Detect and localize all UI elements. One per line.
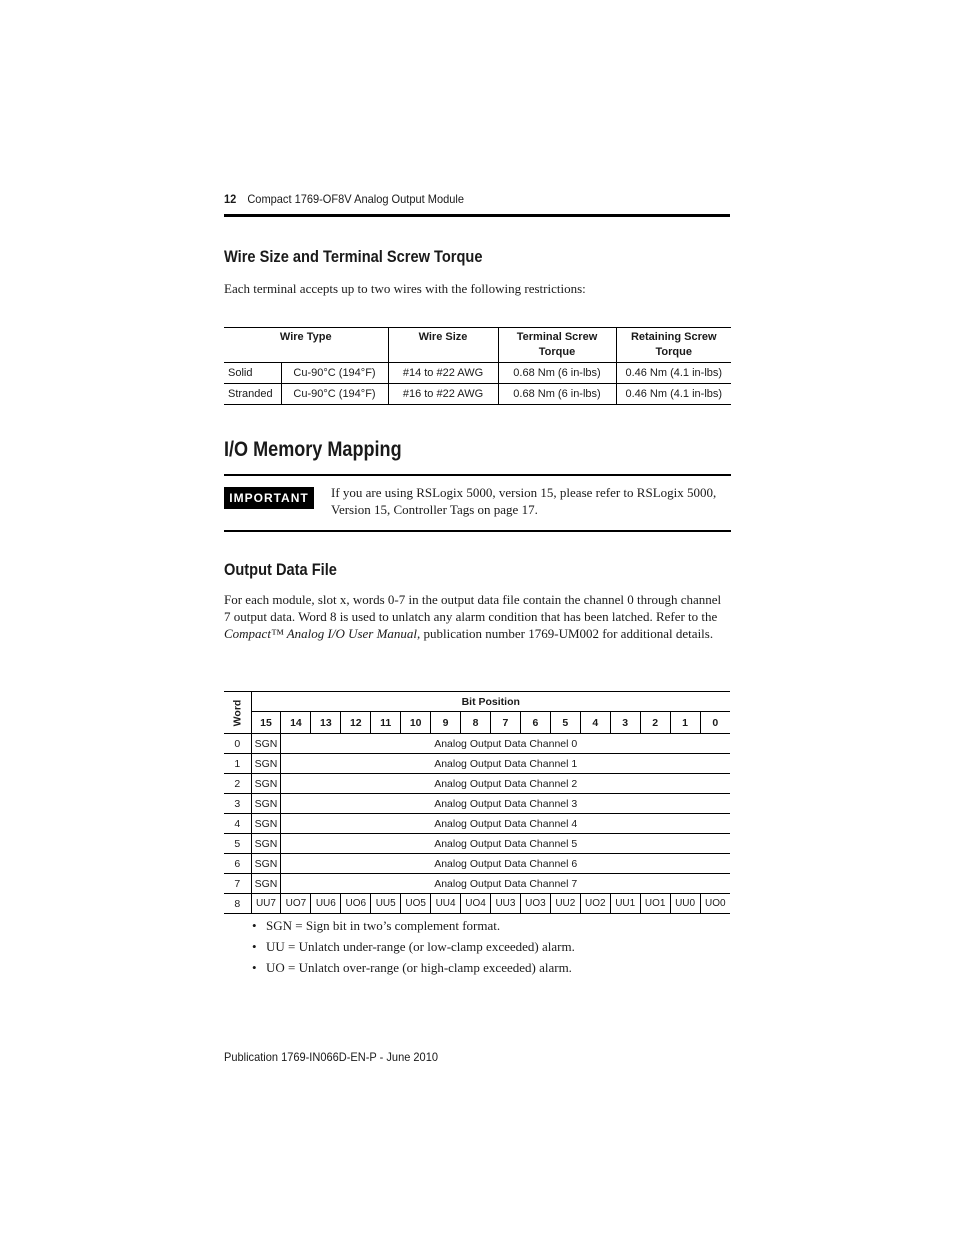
- word-number: 3: [224, 794, 251, 814]
- word-column-header: [224, 692, 251, 734]
- io-section-title: I/O Memory Mapping: [224, 438, 402, 461]
- channel-data-cell: Analog Output Data Channel 3: [281, 794, 730, 814]
- running-header: [224, 192, 690, 206]
- publication-footer: Publication 1769-IN066D-EN-P - June 2010: [224, 1050, 438, 1064]
- cell-terminal-torque: 0.68 Nm (6 in-lbs): [498, 384, 616, 405]
- bit-number-header: 11: [371, 712, 401, 734]
- bit-number-header: 9: [431, 712, 461, 734]
- alarm-unlatch-cell: UU7: [251, 894, 281, 914]
- wire-section-intro: Each terminal accepts up to two wires with the following restrictions:: [224, 281, 586, 296]
- document-title: Compact 1769-OF8V Analog Output Module: [247, 192, 464, 206]
- sign-bit-cell: SGN: [251, 794, 281, 814]
- word-number: 1: [224, 754, 251, 774]
- bit-number-header: 3: [610, 712, 640, 734]
- list-item: • UU = Unlatch under-range (or low-clamp exceeded) alarm.: [252, 939, 575, 960]
- bit-position-header: Bit Position: [251, 692, 730, 712]
- output-bit-table: [224, 691, 730, 914]
- header-rule: [224, 214, 730, 217]
- sign-bit-cell: SGN: [251, 874, 281, 894]
- header-retaining-screw-torque: Retaining Screw Torque: [616, 328, 731, 363]
- header-wire-type: Wire Type: [224, 328, 388, 363]
- bit-number-header: 8: [461, 712, 491, 734]
- alarm-unlatch-cell: UU0: [670, 894, 700, 914]
- notes-list: [252, 918, 575, 981]
- sign-bit-cell: SGN: [251, 834, 281, 854]
- cell-retaining-torque: 0.46 Nm (4.1 in-lbs): [616, 384, 731, 405]
- table-row: [224, 894, 730, 914]
- cell-wire-material: Cu-90°C (194°F): [281, 363, 388, 384]
- table-row: [224, 794, 730, 814]
- cell-wire-material: Cu-90°C (194°F): [281, 384, 388, 405]
- list-item: • SGN = Sign bit in two’s complement format.: [252, 918, 575, 939]
- bit-number-row: [224, 712, 730, 734]
- word-label: Word: [231, 699, 244, 726]
- alarm-unlatch-cell: UU2: [550, 894, 580, 914]
- page-number: 12: [224, 192, 237, 206]
- bit-number-header: 1: [670, 712, 700, 734]
- word-number: 8: [224, 894, 251, 914]
- alarm-unlatch-cell: UO4: [461, 894, 491, 914]
- channel-data-cell: Analog Output Data Channel 2: [281, 774, 730, 794]
- bit-number-header: 14: [281, 712, 311, 734]
- sign-bit-cell: SGN: [251, 854, 281, 874]
- alarm-unlatch-cell: UO2: [580, 894, 610, 914]
- channel-data-cell: Analog Output Data Channel 6: [281, 854, 730, 874]
- important-text: If you are using RSLogix 5000, version 15, please refer to RSLogix 5000, Version 15, Controller Tags on page 17.: [331, 485, 717, 517]
- word-number: 2: [224, 774, 251, 794]
- cell-terminal-torque: 0.68 Nm (6 in-lbs): [498, 363, 616, 384]
- alarm-unlatch-cell: UO3: [520, 894, 550, 914]
- header-wire-size: Wire Size: [388, 328, 498, 363]
- bit-number-header: 13: [311, 712, 341, 734]
- table-row: [224, 874, 730, 894]
- bit-number-header: 2: [640, 712, 670, 734]
- alarm-unlatch-cell: UO0: [705, 898, 726, 909]
- channel-data-cell: Analog Output Data Channel 1: [281, 754, 730, 774]
- word-number: 7: [224, 874, 251, 894]
- alarm-unlatch-cell: UU3: [491, 894, 521, 914]
- sign-bit-cell: SGN: [251, 734, 281, 754]
- channel-data-cell: Analog Output Data Channel 4: [281, 814, 730, 834]
- table-row: [224, 363, 731, 384]
- alarm-unlatch-cell: UU1: [610, 894, 640, 914]
- paragraph-text-start: For each module, slot x, words 0-7 in the output data file contain the channel 0 through channel 7 output data. Word 8 is used to unlatch any alarm condition that has been latched. Refer to the: [224, 592, 722, 624]
- cell-wire-type: Solid: [224, 363, 281, 384]
- alarm-unlatch-cell: UU5: [371, 894, 401, 914]
- bit-number-header: 6: [520, 712, 550, 734]
- bit-table-body: [224, 734, 730, 914]
- important-badge: IMPORTANT: [224, 487, 314, 509]
- sign-bit-cell: SGN: [251, 754, 281, 774]
- channel-data-cell: Analog Output Data Channel 5: [281, 834, 730, 854]
- important-rule-bottom: [224, 530, 731, 532]
- channel-data-cell: Analog Output Data Channel 7: [281, 874, 730, 894]
- alarm-unlatch-cell: UU6: [311, 894, 341, 914]
- table-row: [224, 774, 730, 794]
- alarm-unlatch-cell: UO5: [401, 894, 431, 914]
- manual-title: Compact™ Analog I/O User Manual: [224, 626, 418, 641]
- output-section-title: Output Data File: [224, 560, 337, 579]
- table-row: [224, 854, 730, 874]
- cell-retaining-torque: 0.46 Nm (4.1 in-lbs): [616, 363, 731, 384]
- cell-wire-size: #16 to #22 AWG: [388, 384, 498, 405]
- wire-size-table: [224, 327, 731, 405]
- table-row: [224, 734, 730, 754]
- sign-bit-cell: SGN: [251, 774, 281, 794]
- table-row: [224, 384, 731, 405]
- alarm-unlatch-cell: UO6: [341, 894, 371, 914]
- cell-wire-type: Stranded: [224, 384, 281, 405]
- sign-bit-cell: SGN: [251, 814, 281, 834]
- channel-data-cell: Analog Output Data Channel 0: [281, 734, 730, 754]
- bit-number-header: 10: [401, 712, 431, 734]
- table-row: [224, 814, 730, 834]
- alarm-unlatch-cell: UO1: [640, 894, 670, 914]
- bit-number-header: 4: [580, 712, 610, 734]
- cell-wire-size: #14 to #22 AWG: [388, 363, 498, 384]
- bit-number-header: 12: [341, 712, 371, 734]
- word-number: 5: [224, 834, 251, 854]
- table-row: [224, 754, 730, 774]
- bit-number-header: 0: [700, 712, 730, 734]
- table-row: [224, 834, 730, 854]
- list-item: • UO = Unlatch over-range (or high-clamp exceeded) alarm.: [252, 960, 575, 981]
- alarm-unlatch-cell: UO7: [281, 894, 311, 914]
- bit-number-header: 7: [491, 712, 521, 734]
- bit-number-header: 5: [550, 712, 580, 734]
- word-number: 4: [224, 814, 251, 834]
- word-number: 0: [224, 734, 251, 754]
- header-terminal-screw-torque: Terminal Screw Torque: [498, 328, 616, 363]
- word-number: 6: [224, 854, 251, 874]
- wire-section-title: Wire Size and Terminal Screw Torque: [224, 247, 483, 266]
- output-section-paragraph: [224, 591, 730, 642]
- paragraph-text-end: , publication number 1769-UM002 for additional details.: [417, 626, 714, 641]
- important-rule-top: [224, 474, 731, 476]
- alarm-unlatch-cell: UU4: [431, 894, 461, 914]
- bit-number-header: 15: [251, 712, 281, 734]
